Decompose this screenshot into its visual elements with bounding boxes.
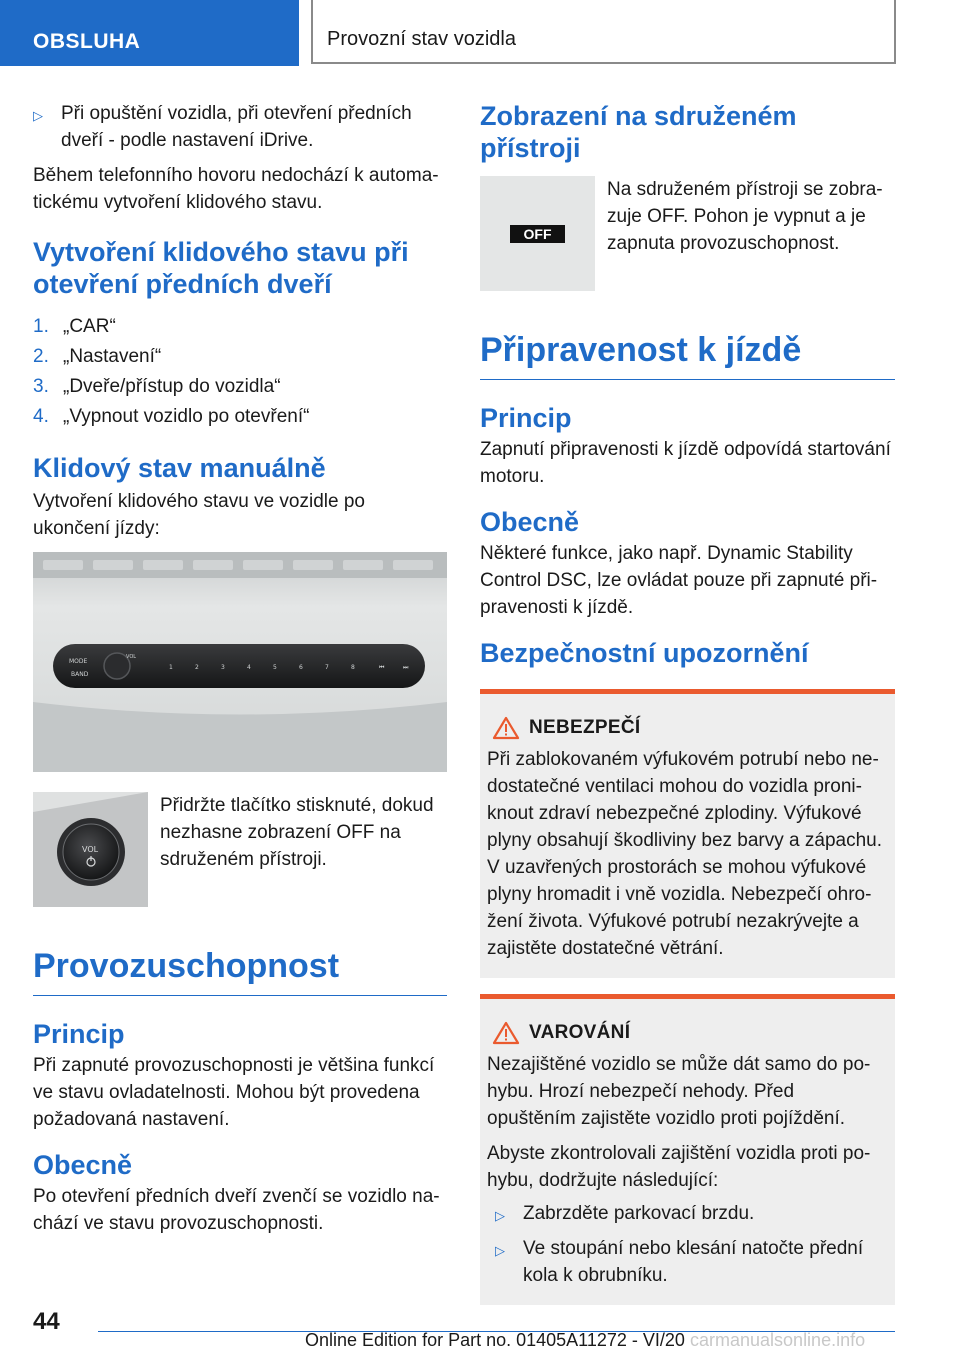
edition-note: Online Edition for Part no. 01405A11272 - VI/20 <box>305 1330 685 1350</box>
off-indicator: OFF <box>510 225 565 243</box>
warning-triangle-icon <box>489 716 523 740</box>
display-row <box>480 176 895 291</box>
heading-obecne: Obecně <box>480 507 580 537</box>
paragraph: Některé funkce, jako např. Dynamic Stability Control DSC, lze ovládat pouze při zapnuté připravenosti k jízdě. <box>480 543 878 618</box>
paragraph: Abyste zkontrolovali zajištění vozidla proti pohybu, dodržujte následující: <box>487 1143 871 1191</box>
paragraph: Přidržte tlačítko stisknuté, dokud nezhasne zobrazení OFF na sdruženém přístroji. <box>160 795 434 870</box>
svg-text:1: 1 <box>169 664 173 671</box>
danger-header <box>487 716 887 740</box>
paragraph: Vytvoření klidového stavu ve vozidle po ukončení jízdy: <box>33 491 365 539</box>
heading-obecne: Obecně <box>33 1150 133 1180</box>
heading-princip: Princip <box>480 403 572 433</box>
paragraph: Při zapnuté provozuschopnosti je většina funkcí ve stavu ovladatelnosti. Mohou být provedena požadovaná nastavení. <box>33 1055 435 1130</box>
list-item: 3. „Dveře/přístup do vozidla“ <box>33 376 281 397</box>
paragraph: Po otevření předních dveří zvenčí se vozidlo nachází ve stavu provozuschopnosti. <box>33 1186 440 1234</box>
radio-panel-illustration <box>33 552 447 772</box>
list-item: ▷ Ve stoupání nebo klesání natočte přední kola k obrubníku. <box>487 1235 887 1289</box>
svg-text:VOL: VOL <box>82 845 99 854</box>
svg-text:8: 8 <box>351 664 355 671</box>
warning-header <box>487 1021 887 1045</box>
heading-display: Zobrazení na sdruženém přístroji <box>480 101 797 163</box>
svg-text:3: 3 <box>221 664 225 671</box>
svg-text:MODE: MODE <box>69 658 88 665</box>
volume-knob-illustration <box>33 792 148 907</box>
list-item: 2. „Nastavení“ <box>33 346 162 367</box>
svg-text:⏮: ⏮ <box>379 664 385 671</box>
list-item: ▷ Zabrzděte parkovací brzdu. <box>487 1200 887 1229</box>
heading-safety: Bezpečnostní upozornění <box>480 638 809 668</box>
warning-triangle-icon <box>489 1021 523 1045</box>
paragraph: Na sdruženém přístroji se zobrazuje OFF. Pohon je vypnut a je zapnuta provozuschopnost. <box>607 179 883 254</box>
heading-manual: Klidový stav manuálně <box>33 453 326 483</box>
watermark: carmanualsonline.info <box>690 1330 866 1350</box>
svg-text:VOL: VOL <box>126 654 137 660</box>
left-column <box>33 100 447 1237</box>
svg-text:7: 7 <box>325 664 329 671</box>
off-display-image <box>480 176 595 291</box>
triangle-right-icon: ▷ <box>495 1243 505 1258</box>
volume-knob-image <box>33 792 148 907</box>
paragraph: Během telefonního hovoru nedochází k automatickému vytvoření klidového stavu. <box>33 165 439 213</box>
triangle-right-icon: ▷ <box>33 108 43 123</box>
svg-text:⏭: ⏭ <box>403 664 409 671</box>
svg-text:4: 4 <box>247 664 251 671</box>
heading-princip: Princip <box>33 1019 125 1049</box>
radio-panel-image <box>33 552 447 772</box>
chapter-title: Provozní stav vozidla <box>327 28 516 50</box>
heading-doors: Vytvoření klidového stavu při otevření předních dveří <box>33 237 409 299</box>
page-number: 44 <box>33 1308 60 1335</box>
triangle-right-icon: ▷ <box>495 1208 505 1223</box>
svg-text:2: 2 <box>195 664 199 671</box>
list-item: 1. „CAR“ <box>33 316 116 337</box>
svg-text:BAND: BAND <box>71 671 89 678</box>
section-tab <box>0 0 299 66</box>
section-label: OBSLUHA <box>33 30 141 53</box>
danger-title: NEBEZPEČÍ <box>529 717 641 738</box>
warning-title: VAROVÁNÍ <box>529 1022 631 1043</box>
svg-text:6: 6 <box>299 664 303 671</box>
page-footer <box>0 1300 960 1362</box>
heading-provozuschopnost: Provozuschopnost <box>33 945 447 996</box>
hold-button-row <box>33 792 447 907</box>
paragraph: Nezajištěné vozidlo se může dát samo do pohybu. Hrozí nebezpečí nehody. Před opuštěním zajistěte vozidlo proti pojíždění. <box>487 1054 871 1129</box>
danger-box <box>480 689 895 978</box>
list-item: ▷ Při opuštění vozidla, při otevření předních dveří - podle nastavení iDrive. <box>33 100 447 154</box>
chapter-title-box <box>311 0 896 64</box>
svg-text:5: 5 <box>273 664 277 671</box>
warning-box <box>480 994 895 1305</box>
list-item: 4. „Vypnout vozidlo po otevření“ <box>33 406 310 427</box>
page-header <box>0 0 960 66</box>
paragraph: Při zablokovaném výfukovém potrubí nebo nedostatečné ventilaci mohou do vozidla proniknout zdraví nebezpečné zplodiny. Výfukové plyny obsahují škodliviny bez barvy a zápachu. V uzavřených prostorách se mohou výfukové plyny hromadit i vně vozidla. Nebezpečí ohrožení života. Výfukové potrubí nezakrývejte a zajistěte dostatečné větrání. <box>487 749 883 959</box>
heading-ready: Připravenost k jízdě <box>480 329 895 380</box>
paragraph: Zapnutí připravenosti k jízdě odpovídá startování motoru. <box>480 439 891 487</box>
right-column <box>480 100 895 1305</box>
steps-list <box>33 312 447 432</box>
